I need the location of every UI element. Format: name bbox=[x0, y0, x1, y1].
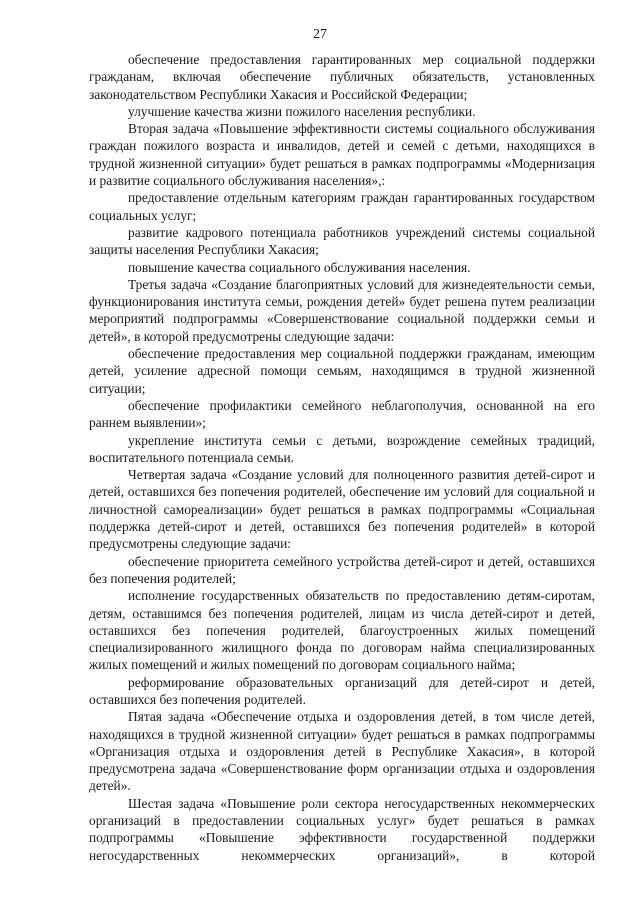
paragraph-14: реформирование образовательных организаций для детей-сирот и детей, оставшихся без попечения родителей. bbox=[89, 674, 595, 707]
paragraph-5: развитие кадрового потенциала работников учреждений системы социальной защиты населения Республики Хакасия; bbox=[89, 224, 595, 258]
paragraph-13: исполнение государственных обязательств по предоставлению детям-сиротам, детям, оставшимся без попечения родителей, лицам из числа детей-сирот и детей, оставшихся без попечения родителей, благоустроенных жилых помещений специализированного жилищного фонда по договорам найма специализированных жилых помещений и жилых помещений по договорам социального найма; bbox=[89, 588, 595, 673]
paragraph-6: повышение качества социального обслуживания населения. bbox=[128, 259, 471, 275]
paragraph-3: Вторая задача «Повышение эффективности системы социального обслуживания граждан пожилого возраста и инвалидов, детей и семей с детьми, находящихся в трудной жизненной ситуации» будет решаться в рамках подпрограммы «Модернизация и развитие социального обслуживания населения»,: bbox=[89, 121, 595, 189]
paragraph-4: предоставление отдельным категориям граждан гарантированных государством социальных услуг; bbox=[89, 190, 595, 223]
page-number: 27 bbox=[313, 27, 327, 42]
paragraph-8: обеспечение предоставления мер социальной поддержки гражданам, имеющим детей, усиление адресной помощи семьям, находящимся в трудной жизненной ситуации; bbox=[89, 346, 595, 396]
paragraph-1: обеспечение предоставления гарантированных мер социальной поддержки гражданам, включая обеспечение публичных обязательств, установленных законодательством Республики Хакасия и Российской Федерации; bbox=[89, 52, 595, 102]
paragraph-15: Пятая задача «Обеспечение отдыха и оздоровления детей, в том числе детей, находящихся в трудной жизненной ситуации» будет решаться в рамках подпрограммы «Организация отдыха и оздоровления детей в Республике Хакасия», в которой предусмотрена задача «Совершенствование форм организации отдыха и оздоровления детей». bbox=[89, 709, 595, 794]
body-text bbox=[89, 51, 595, 864]
paragraph-9: обеспечение профилактики семейного неблагополучия, основанной на его раннем выявлении»; bbox=[89, 397, 595, 431]
paragraph-12: обеспечение приоритета семейного устройства детей-сирот и детей, оставшихся без попечения родителей; bbox=[89, 553, 595, 586]
paragraph-10: укрепление института семьи с детьми, возрождение семейных традиций, воспитательного потенциала семьи. bbox=[89, 432, 595, 465]
paragraph-7: Третья задача «Создание благоприятных условий для жизнедеятельности семьи, функционирования института семьи, рождения детей» будет решена путем реализации мероприятий подпрограммы «Совершенствование социальной поддержки семьи и детей», в которой предусмотрены следующие задачи: bbox=[89, 276, 595, 344]
paragraph-16: Шестая задача «Повышение роли сектора негосударственных некоммерческих организаций в предоставлении социальных услуг» будет решаться в рамках подпрограммы «Повышение эффективности государственной поддержки негосударственных некоммерческих организаций», в которой bbox=[89, 795, 595, 863]
paragraph-2: улучшение качества жизни пожилого населения республики. bbox=[128, 103, 476, 119]
paragraph-11: Четвертая задача «Создание условий для полноценного развития детей-сирот и детей, оставшихся без попечения родителей, обеспечение им условий для социальной и личностной самореализации» будет решаться в рамках подпрограммы «Социальная поддержка детей-сирот и детей, оставшихся без попечения родителей» в которой предусмотрены следующие задачи: bbox=[89, 467, 595, 552]
